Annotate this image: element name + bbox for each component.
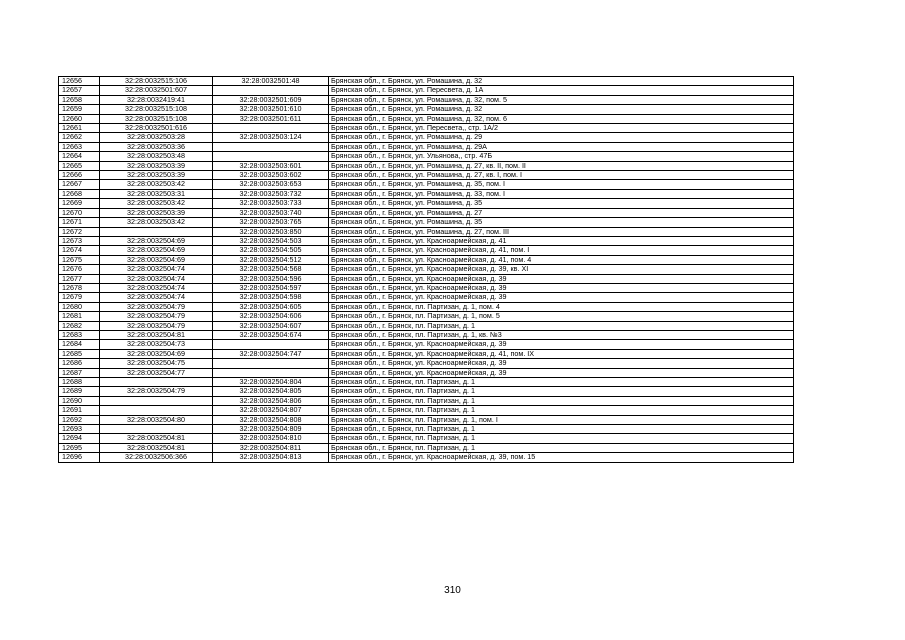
building-cadastral-number-cell: 32:28:0032504:804 xyxy=(213,378,329,387)
address-cell: Брянская обл., г. Брянск, ул. Ромашина, д. 32, пом. 5 xyxy=(329,95,794,104)
building-cadastral-number-cell: 32:28:0032504:813 xyxy=(213,453,329,462)
table-row xyxy=(59,340,794,349)
address-cell: Брянская обл., г. Брянск, пл. Партизан, д. 1 xyxy=(329,396,794,405)
table-row xyxy=(59,208,794,217)
land-cadastral-number-cell: 32:28:0032504:81 xyxy=(100,434,213,443)
address-cell: Брянская обл., г. Брянск, ул. Красноармейская, д. 41, пом. I xyxy=(329,246,794,255)
row-number-cell: 12659 xyxy=(59,105,100,114)
table-row xyxy=(59,133,794,142)
building-cadastral-number-cell: 32:28:0032504:568 xyxy=(213,265,329,274)
table-row xyxy=(59,274,794,283)
address-cell: Брянская обл., г. Брянск, пл. Партизан, д. 1, пом. 4 xyxy=(329,302,794,311)
table-row xyxy=(59,142,794,151)
table-row xyxy=(59,105,794,114)
table-row xyxy=(59,321,794,330)
land-cadastral-number-cell: 32:28:0032419:41 xyxy=(100,95,213,104)
address-cell: Брянская обл., г. Брянск, ул. Ромашина, д. 32 xyxy=(329,77,794,86)
row-number-cell: 12692 xyxy=(59,415,100,424)
address-cell: Брянская обл., г. Брянск, ул. Красноармейская, д. 39 xyxy=(329,359,794,368)
land-cadastral-number-cell xyxy=(100,227,213,236)
land-cadastral-number-cell: 32:28:0032503:39 xyxy=(100,208,213,217)
row-number-cell: 12686 xyxy=(59,359,100,368)
row-number-cell: 12666 xyxy=(59,171,100,180)
page-number: 310 xyxy=(444,585,461,596)
address-cell: Брянская обл., г. Брянск, ул. Красноармейская, д. 39 xyxy=(329,340,794,349)
land-cadastral-number-cell: 32:28:0032504:74 xyxy=(100,293,213,302)
land-cadastral-number-cell: 32:28:0032503:42 xyxy=(100,180,213,189)
address-cell: Брянская обл., г. Брянск, ул. Красноармейская, д. 39 xyxy=(329,293,794,302)
land-cadastral-number-cell: 32:28:0032503:28 xyxy=(100,133,213,142)
row-number-cell: 12693 xyxy=(59,425,100,434)
row-number-cell: 12674 xyxy=(59,246,100,255)
table-row xyxy=(59,246,794,255)
land-cadastral-number-cell: 32:28:0032503:42 xyxy=(100,199,213,208)
address-cell: Брянская обл., г. Брянск, пл. Партизан, д. 1, пом. I xyxy=(329,415,794,424)
address-cell: Брянская обл., г. Брянск, ул. Пересвета, д. 1А xyxy=(329,86,794,95)
land-cadastral-number-cell: 32:28:0032503:39 xyxy=(100,171,213,180)
address-cell: Брянская обл., г. Брянск, ул. Красноармейская, д. 39, кв. XI xyxy=(329,265,794,274)
land-cadastral-number-cell: 32:28:0032504:74 xyxy=(100,274,213,283)
address-cell: Брянская обл., г. Брянск, ул. Ромашина, д. 32 xyxy=(329,105,794,114)
land-cadastral-number-cell: 32:28:0032503:31 xyxy=(100,189,213,198)
row-number-cell: 12664 xyxy=(59,152,100,161)
building-cadastral-number-cell: 32:28:0032501:609 xyxy=(213,95,329,104)
table-row xyxy=(59,330,794,339)
address-cell: Брянская обл., г. Брянск, пл. Партизан, д. 1 xyxy=(329,321,794,330)
land-cadastral-number-cell: 32:28:0032504:77 xyxy=(100,368,213,377)
land-cadastral-number-cell: 32:28:0032504:79 xyxy=(100,321,213,330)
land-cadastral-number-cell: 32:28:0032504:79 xyxy=(100,312,213,321)
row-number-cell: 12676 xyxy=(59,265,100,274)
building-cadastral-number-cell: 32:28:0032504:503 xyxy=(213,236,329,245)
table-row xyxy=(59,124,794,133)
row-number-cell: 12694 xyxy=(59,434,100,443)
row-number-cell: 12689 xyxy=(59,387,100,396)
table-row xyxy=(59,255,794,264)
building-cadastral-number-cell xyxy=(213,142,329,151)
land-cadastral-number-cell: 32:28:0032503:36 xyxy=(100,142,213,151)
table-row xyxy=(59,283,794,292)
address-cell: Брянская обл., г. Брянск, ул. Ромашина, д. 27, пом. III xyxy=(329,227,794,236)
row-number-cell: 12670 xyxy=(59,208,100,217)
building-cadastral-number-cell: 32:28:0032503:850 xyxy=(213,227,329,236)
row-number-cell: 12662 xyxy=(59,133,100,142)
address-cell: Брянская обл., г. Брянск, ул. Красноармейская, д. 41 xyxy=(329,236,794,245)
building-cadastral-number-cell: 32:28:0032503:653 xyxy=(213,180,329,189)
address-cell: Брянская обл., г. Брянск, пл. Партизан, д. 1 xyxy=(329,387,794,396)
address-cell: Брянская обл., г. Брянск, пл. Партизан, д. 1, пом. 5 xyxy=(329,312,794,321)
row-number-cell: 12683 xyxy=(59,330,100,339)
land-cadastral-number-cell: 32:28:0032504:80 xyxy=(100,415,213,424)
address-cell: Брянская обл., г. Брянск, ул. Ромашина, д. 27, кв. II, пом. II xyxy=(329,161,794,170)
building-cadastral-number-cell: 32:28:0032504:606 xyxy=(213,312,329,321)
row-number-cell: 12672 xyxy=(59,227,100,236)
land-cadastral-number-cell: 32:28:0032504:81 xyxy=(100,443,213,452)
table-row xyxy=(59,378,794,387)
address-cell: Брянская обл., г. Брянск, пл. Партизан, д. 1 xyxy=(329,378,794,387)
address-cell: Брянская обл., г. Брянск, пл. Партизан, д. 1 xyxy=(329,434,794,443)
building-cadastral-number-cell xyxy=(213,124,329,133)
row-number-cell: 12677 xyxy=(59,274,100,283)
address-cell: Брянская обл., г. Брянск, ул. Ромашина, д. 29 xyxy=(329,133,794,142)
land-cadastral-number-cell: 32:28:0032515:108 xyxy=(100,114,213,123)
building-cadastral-number-cell: 32:28:0032503:602 xyxy=(213,171,329,180)
land-cadastral-number-cell xyxy=(100,425,213,434)
building-cadastral-number-cell: 32:28:0032504:807 xyxy=(213,406,329,415)
table-row xyxy=(59,152,794,161)
row-number-cell: 12681 xyxy=(59,312,100,321)
building-cadastral-number-cell xyxy=(213,86,329,95)
table-row xyxy=(59,312,794,321)
land-cadastral-number-cell: 32:28:0032504:79 xyxy=(100,302,213,311)
row-number-cell: 12657 xyxy=(59,86,100,95)
land-cadastral-number-cell: 32:28:0032504:73 xyxy=(100,340,213,349)
table-row xyxy=(59,349,794,358)
address-cell: Брянская обл., г. Брянск, ул. Красноармейская, д. 39 xyxy=(329,283,794,292)
address-cell: Брянская обл., г. Брянск, ул. Ромашина, д. 32, пом. 6 xyxy=(329,114,794,123)
table-row xyxy=(59,396,794,405)
building-cadastral-number-cell: 32:28:0032504:806 xyxy=(213,396,329,405)
building-cadastral-number-cell: 32:28:0032503:601 xyxy=(213,161,329,170)
table-row xyxy=(59,387,794,396)
row-number-cell: 12663 xyxy=(59,142,100,151)
row-number-cell: 12687 xyxy=(59,368,100,377)
address-cell: Брянская обл., г. Брянск, ул. Красноармейская, д. 41, пом. IX xyxy=(329,349,794,358)
table-row xyxy=(59,434,794,443)
table-row xyxy=(59,161,794,170)
building-cadastral-number-cell: 32:28:0032504:596 xyxy=(213,274,329,283)
land-cadastral-number-cell: 32:28:0032504:69 xyxy=(100,246,213,255)
table-row xyxy=(59,302,794,311)
table-row xyxy=(59,453,794,462)
address-cell: Брянская обл., г. Брянск, ул. Ромашина, д. 27, кв. I, пом. I xyxy=(329,171,794,180)
land-cadastral-number-cell: 32:28:0032501:607 xyxy=(100,86,213,95)
land-cadastral-number-cell: 32:28:0032504:79 xyxy=(100,387,213,396)
table-row xyxy=(59,359,794,368)
building-cadastral-number-cell: 32:28:0032504:674 xyxy=(213,330,329,339)
building-cadastral-number-cell xyxy=(213,359,329,368)
address-cell: Брянская обл., г. Брянск, ул. Ромашина, д. 35 xyxy=(329,218,794,227)
row-number-cell: 12675 xyxy=(59,255,100,264)
building-cadastral-number-cell: 32:28:0032501:610 xyxy=(213,105,329,114)
table-row xyxy=(59,236,794,245)
address-cell: Брянская обл., г. Брянск, ул. Ромашина, д. 27 xyxy=(329,208,794,217)
table-row xyxy=(59,406,794,415)
building-cadastral-number-cell: 32:28:0032501:611 xyxy=(213,114,329,123)
building-cadastral-number-cell: 32:28:0032504:805 xyxy=(213,387,329,396)
building-cadastral-number-cell: 32:28:0032504:598 xyxy=(213,293,329,302)
table-body xyxy=(59,77,794,463)
building-cadastral-number-cell: 32:28:0032504:810 xyxy=(213,434,329,443)
land-cadastral-number-cell: 32:28:0032515:108 xyxy=(100,105,213,114)
land-cadastral-number-cell: 32:28:0032504:81 xyxy=(100,330,213,339)
building-cadastral-number-cell xyxy=(213,152,329,161)
row-number-cell: 12684 xyxy=(59,340,100,349)
row-number-cell: 12671 xyxy=(59,218,100,227)
row-number-cell: 12691 xyxy=(59,406,100,415)
land-cadastral-number-cell: 32:28:0032503:39 xyxy=(100,161,213,170)
row-number-cell: 12673 xyxy=(59,236,100,245)
land-cadastral-number-cell: 32:28:0032501:616 xyxy=(100,124,213,133)
building-cadastral-number-cell: 32:28:0032501:48 xyxy=(213,77,329,86)
land-cadastral-number-cell xyxy=(100,396,213,405)
building-cadastral-number-cell: 32:28:0032503:733 xyxy=(213,199,329,208)
table-row xyxy=(59,189,794,198)
land-cadastral-number-cell: 32:28:0032504:69 xyxy=(100,236,213,245)
row-number-cell: 12696 xyxy=(59,453,100,462)
land-cadastral-number-cell: 32:28:0032504:75 xyxy=(100,359,213,368)
building-cadastral-number-cell: 32:28:0032503:124 xyxy=(213,133,329,142)
table-row xyxy=(59,180,794,189)
row-number-cell: 12668 xyxy=(59,189,100,198)
table-row xyxy=(59,425,794,434)
building-cadastral-number-cell xyxy=(213,368,329,377)
row-number-cell: 12665 xyxy=(59,161,100,170)
address-cell: Брянская обл., г. Брянск, пл. Партизан, д. 1, кв. №3 xyxy=(329,330,794,339)
building-cadastral-number-cell: 32:28:0032504:808 xyxy=(213,415,329,424)
address-cell: Брянская обл., г. Брянск, ул. Красноармейская, д. 39, пом. 15 xyxy=(329,453,794,462)
row-number-cell: 12667 xyxy=(59,180,100,189)
address-cell: Брянская обл., г. Брянск, пл. Партизан, д. 1 xyxy=(329,425,794,434)
building-cadastral-number-cell: 32:28:0032504:747 xyxy=(213,349,329,358)
row-number-cell: 12661 xyxy=(59,124,100,133)
address-cell: Брянская обл., г. Брянск, ул. Красноармейская, д. 39 xyxy=(329,274,794,283)
building-cadastral-number-cell: 32:28:0032503:732 xyxy=(213,189,329,198)
table-row xyxy=(59,415,794,424)
table-row xyxy=(59,86,794,95)
table-row xyxy=(59,227,794,236)
building-cadastral-number-cell: 32:28:0032504:809 xyxy=(213,425,329,434)
land-cadastral-number-cell: 32:28:0032515:106 xyxy=(100,77,213,86)
building-cadastral-number-cell: 32:28:0032504:597 xyxy=(213,283,329,292)
address-cell: Брянская обл., г. Брянск, ул. Ульянова,, стр. 47Б xyxy=(329,152,794,161)
row-number-cell: 12690 xyxy=(59,396,100,405)
table-row xyxy=(59,114,794,123)
row-number-cell: 12695 xyxy=(59,443,100,452)
table-row xyxy=(59,443,794,452)
table-row xyxy=(59,77,794,86)
land-cadastral-number-cell: 32:28:0032503:48 xyxy=(100,152,213,161)
land-cadastral-number-cell: 32:28:0032504:74 xyxy=(100,265,213,274)
land-cadastral-number-cell xyxy=(100,378,213,387)
land-cadastral-number-cell: 32:28:0032504:74 xyxy=(100,283,213,292)
address-cell: Брянская обл., г. Брянск, ул. Пересвета,, стр. 1А/2 xyxy=(329,124,794,133)
cadastral-table xyxy=(58,76,794,463)
row-number-cell: 12679 xyxy=(59,293,100,302)
address-cell: Брянская обл., г. Брянск, ул. Ромашина, д. 29А xyxy=(329,142,794,151)
row-number-cell: 12682 xyxy=(59,321,100,330)
land-cadastral-number-cell: 32:28:0032504:69 xyxy=(100,349,213,358)
land-cadastral-number-cell: 32:28:0032503:42 xyxy=(100,218,213,227)
land-cadastral-number-cell xyxy=(100,406,213,415)
row-number-cell: 12660 xyxy=(59,114,100,123)
address-cell: Брянская обл., г. Брянск, ул. Ромашина, д. 35, пом. I xyxy=(329,180,794,189)
row-number-cell: 12656 xyxy=(59,77,100,86)
building-cadastral-number-cell: 32:28:0032504:605 xyxy=(213,302,329,311)
row-number-cell: 12688 xyxy=(59,378,100,387)
table-row xyxy=(59,293,794,302)
table-row xyxy=(59,265,794,274)
building-cadastral-number-cell: 32:28:0032504:512 xyxy=(213,255,329,264)
table-row xyxy=(59,171,794,180)
table-row xyxy=(59,95,794,104)
building-cadastral-number-cell: 32:28:0032504:607 xyxy=(213,321,329,330)
land-cadastral-number-cell: 32:28:0032506:366 xyxy=(100,453,213,462)
row-number-cell: 12658 xyxy=(59,95,100,104)
table-row xyxy=(59,368,794,377)
building-cadastral-number-cell: 32:28:0032504:811 xyxy=(213,443,329,452)
row-number-cell: 12678 xyxy=(59,283,100,292)
building-cadastral-number-cell: 32:28:0032504:505 xyxy=(213,246,329,255)
address-cell: Брянская обл., г. Брянск, ул. Красноармейская, д. 39 xyxy=(329,368,794,377)
address-cell: Брянская обл., г. Брянск, пл. Партизан, д. 1 xyxy=(329,406,794,415)
address-cell: Брянская обл., г. Брянск, ул. Ромашина, д. 33, пом. I xyxy=(329,189,794,198)
address-cell: Брянская обл., г. Брянск, ул. Красноармейская, д. 41, пом. 4 xyxy=(329,255,794,264)
table-row xyxy=(59,218,794,227)
row-number-cell: 12669 xyxy=(59,199,100,208)
building-cadastral-number-cell: 32:28:0032503:740 xyxy=(213,208,329,217)
row-number-cell: 12680 xyxy=(59,302,100,311)
address-cell: Брянская обл., г. Брянск, пл. Партизан, д. 1 xyxy=(329,443,794,452)
building-cadastral-number-cell: 32:28:0032503:765 xyxy=(213,218,329,227)
land-cadastral-number-cell: 32:28:0032504:69 xyxy=(100,255,213,264)
building-cadastral-number-cell xyxy=(213,340,329,349)
row-number-cell: 12685 xyxy=(59,349,100,358)
table-row xyxy=(59,199,794,208)
address-cell: Брянская обл., г. Брянск, ул. Ромашина, д. 35 xyxy=(329,199,794,208)
